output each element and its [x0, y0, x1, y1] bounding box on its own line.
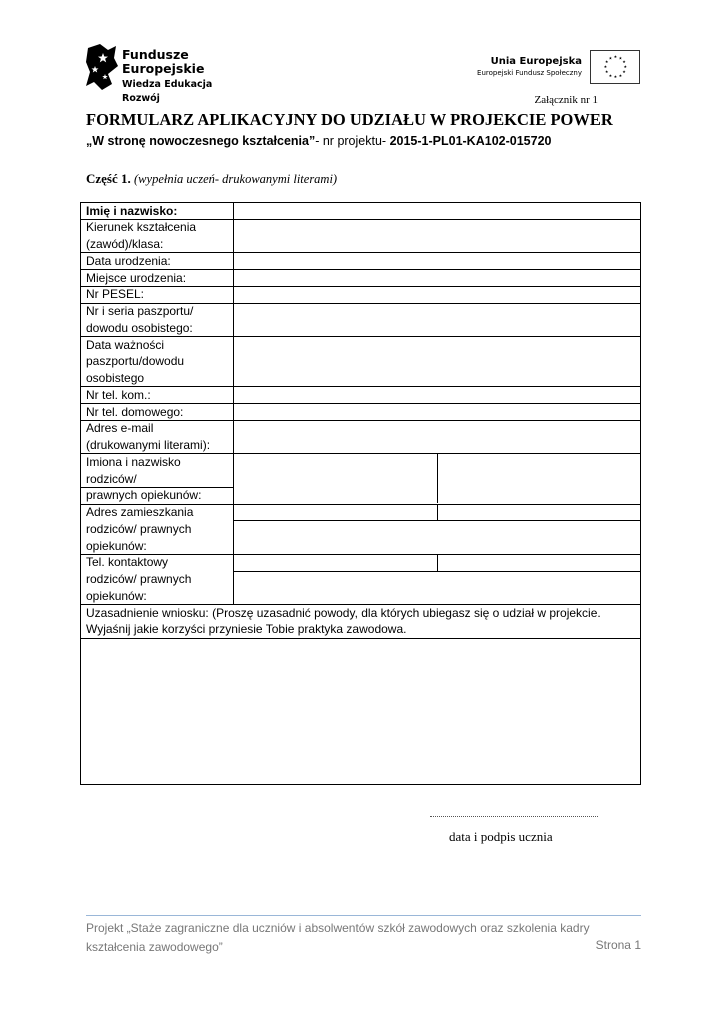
eu-logo-line2: Europejski Fundusz Społeczny [477, 69, 582, 77]
part-label: Część 1. [86, 171, 131, 186]
field-label-line: Nr tel. domowego: [86, 404, 184, 419]
field-label-line: Nr PESEL: [86, 287, 145, 302]
eu-logo-line1: Unia Europejska [490, 56, 582, 67]
form-input-field[interactable] [234, 337, 640, 386]
form-input-field[interactable] [234, 270, 640, 286]
field-label-line: dowodu osobistego: [86, 320, 193, 335]
field-label-line: Data ważności [86, 337, 165, 352]
project-name: „W stronę nowoczesnego kształcenia” [86, 134, 316, 148]
form-input-field[interactable] [234, 404, 640, 420]
svg-text:★: ★ [622, 69, 626, 75]
svg-text:★: ★ [604, 59, 609, 65]
field-label [86, 420, 210, 453]
eu-flag-icon [590, 50, 640, 84]
field-label [86, 554, 191, 604]
field-label-line: rodziców/ [86, 471, 137, 486]
field-label-line: osobistego [86, 370, 145, 385]
fe-logo-line2: Europejskie [122, 61, 205, 76]
signature-line[interactable] [430, 816, 598, 817]
unia-europejska-logo [474, 50, 640, 86]
project-number: 2015-1-PL01-KA102-015720 [389, 134, 552, 148]
fundusze-europejskie-mark-icon [86, 44, 118, 90]
field-label-line: Imiona i nazwisko [86, 454, 181, 469]
signature-label: data i podpis ucznia [449, 829, 553, 844]
annex-label: Załącznik nr 1 [534, 94, 598, 106]
footer-line1: Projekt „Staże zagraniczne dla uczniów i absolwentów szkół zawodowych oraz szkolenia kadry [86, 921, 590, 935]
svg-text:★: ★ [608, 55, 613, 61]
application-form-table [80, 202, 641, 785]
field-label-line: Adres e-mail [86, 421, 154, 436]
form-input-field[interactable] [234, 387, 640, 403]
fundusze-europejskie-logo [86, 44, 236, 104]
form-input-field[interactable] [234, 287, 640, 303]
svg-text:★: ★ [604, 69, 609, 75]
field-label-line: Nr tel. kom.: [86, 387, 151, 402]
svg-text:★: ★ [613, 54, 618, 60]
field-label-line: Nr i seria paszportu/ [86, 304, 194, 318]
footer-line2: kształcenia zawodowego” [86, 940, 223, 954]
field-label-line: rodziców/ prawnych [86, 521, 192, 536]
svg-text:★: ★ [608, 72, 613, 78]
fe-logo-line3: Wiedza Edukacja Rozwój [122, 79, 213, 104]
svg-text:★: ★ [603, 64, 608, 70]
field-label-line: prawnych opiekunów: [86, 488, 202, 503]
form-input-field[interactable] [234, 505, 640, 554]
footer-project-text [86, 919, 641, 957]
field-label [86, 454, 181, 487]
field-label [86, 253, 171, 270]
part-heading [86, 171, 337, 187]
field-label-line: Kierunek kształcenia [86, 220, 197, 235]
field-label [86, 203, 177, 220]
page-number: Strona 1 [595, 938, 641, 952]
project-subtitle [86, 134, 551, 148]
form-input-field[interactable] [234, 203, 640, 219]
field-label [86, 404, 183, 421]
svg-text:★: ★ [618, 55, 623, 61]
field-label [86, 387, 151, 404]
form-input-field[interactable] [234, 220, 640, 253]
justification-prompt [86, 605, 601, 638]
field-label-line: Data urodzenia: [86, 253, 171, 268]
field-label-line: opiekunów: [86, 588, 147, 603]
part-note: (wypełnia uczeń- drukowanymi literami) [134, 172, 338, 186]
justification-prompt-line: Wyjaśnij jakie korzyści przyniesie Tobie praktyka zawodowa. [86, 622, 407, 637]
field-label-line: Miejsce urodzenia: [86, 270, 187, 285]
field-label-line: (drukowanymi literami): [86, 438, 211, 452]
field-label-line: (zawód)/klasa: [86, 236, 164, 251]
field-label [86, 270, 186, 287]
field-label-line: Imię i nazwisko: [86, 203, 178, 218]
form-input-field[interactable] [234, 555, 640, 604]
field-label-line: Adres zamieszkania [86, 505, 194, 520]
footer-divider [86, 915, 641, 916]
form-input-field[interactable] [234, 454, 640, 487]
justification-prompt-line: Uzasadnienie wniosku: (Proszę uzasadnić powody, dla których ubiegasz się o udział w projekcie. [86, 605, 601, 620]
svg-text:★: ★ [618, 72, 623, 78]
fe-logo-line1: Fundusze [122, 47, 189, 62]
field-label-line: rodziców/ prawnych [86, 572, 192, 587]
field-label-line: Tel. kontaktowy [86, 555, 169, 570]
table-border-right [640, 202, 641, 785]
field-label [86, 303, 193, 336]
field-label [86, 286, 144, 303]
form-input-field[interactable] [234, 304, 640, 337]
field-label-line: opiekunów: [86, 538, 147, 553]
justification-textarea[interactable] [81, 639, 640, 784]
form-title: FORMULARZ APLIKACYJNY DO UDZIAŁU W PROJEKCIE POWER [86, 110, 613, 129]
svg-text:★: ★ [622, 59, 626, 65]
svg-text:★: ★ [613, 74, 618, 80]
field-label-line: paszportu/dowodu [86, 354, 185, 369]
field-label [86, 219, 196, 252]
svg-text:★: ★ [623, 64, 628, 70]
form-input-field[interactable] [234, 421, 640, 454]
form-input-field[interactable] [234, 488, 640, 504]
table-border-bottom [80, 784, 641, 785]
field-label [86, 337, 184, 387]
project-number-label: - nr projektu- [315, 134, 390, 148]
form-input-field[interactable] [234, 253, 640, 269]
field-label [86, 487, 201, 504]
field-label [86, 504, 193, 554]
